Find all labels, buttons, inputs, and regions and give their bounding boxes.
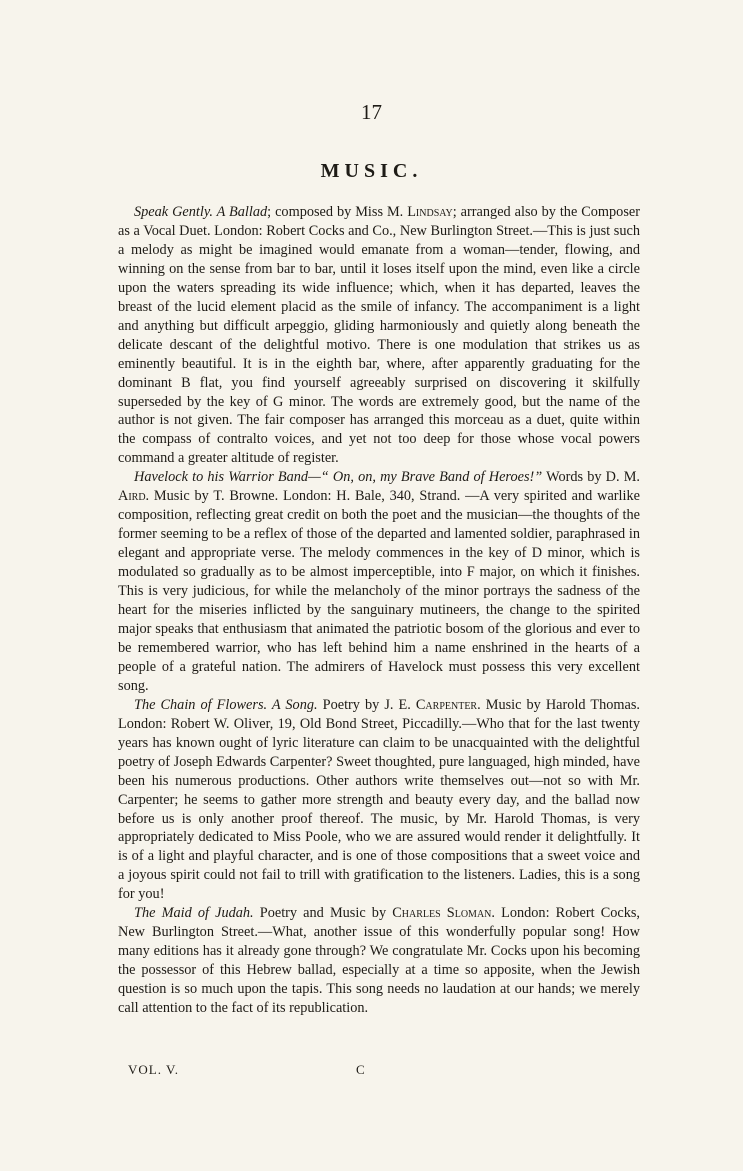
review-credit: ; composed by Miss M. [267, 204, 408, 220]
volume-label: VOL. V. [128, 1062, 179, 1077]
review-credit: Poetry by J. E. [317, 696, 416, 713]
review-paragraph [118, 203, 640, 468]
section-title: MUSIC. [320, 160, 423, 182]
review-credit: Poetry and Music by [253, 905, 393, 922]
page-number: 17 [361, 100, 382, 124]
composer-name: Charles Sloman [392, 905, 492, 922]
review-title: Havelock to his Warrior Band—“ On, on, my Brave Band of Heroes!” [134, 469, 543, 486]
composer-name: Lindsay [407, 204, 453, 220]
review-credit: Words by D. M. [542, 469, 640, 486]
review-text: . Music by Harold Thomas. London: Robert W. Oliver, 19, Old Bond Street, Piccadilly.—Who that for the last twenty years has known ought of lyric literature can claim to be unacquainted with the delightful poetry of Joseph Edwards Carpenter? Sweet thoughted, pure languaged, high minded, have been his numerous productions. Other authors write themselves out—not so with Mr. Carpenter; he seems to gather more strength and beauty every day, and the ballad now before us is only another proof thereof. The music, by Mr. Harold Thomas, is very appropriately dedicated to Miss Poole, who we are assured would render it delightfully. It is of a light and playful character, and is one of those compositions that a sweet voice and a joyous spirit could not fail to trill with gratification to the listeners. Ladies, this is a song for you! [118, 696, 640, 903]
review-paragraph [118, 696, 640, 904]
review-title: The Chain of Flowers. A Song. [134, 696, 318, 713]
composer-name: Aird [118, 488, 146, 505]
review-title: The Maid of Judah. [134, 905, 254, 922]
review-paragraph [118, 468, 640, 695]
review-text: . London: Robert Cocks, New Burlington Street.—What, another issue of this wonderfully popular song! How many editions has it already gone through? We congratulate Mr. Cocks upon his becoming the possessor of this Hebrew ballad, especially at a time so apposite, when the Jewish question is so much upon the tapis. This song needs no laudation at our hands; we merely call attention to the fact of its republication. [118, 905, 641, 1017]
review-text: ; arranged also by the Composer as a Vocal Duet. London: Robert Cocks and Co., New Burlington Street.—This is just such a melody as might be imagined would emanate from a woman—tender, flowing, and winning on the sense from bar to bar, until it loses itself upon the mind, even like a circle upon the waters spreading its wide influence; which, when it has departed, leaves the breast of the lucid element placid as the smile of infancy. The accompaniment is a light and anything but difficult arpeggio, gliding harmoniously and quietly along beneath the delicate descant of the delightful motivo. There is one modulation that strikes us as eminently beautiful. It is in the eighth bar, where, after apparently graduating for the dominant B flat, you find yourself agreeably surprised on discovering it skilfully superseded by the key of G minor. The words are extremely good, but the name of the author is not given. The fair composer has arranged this morceau as a duet, quite within the compass of contralto voices, and yet not too deep for those whose vocal powers command a greater altitude of register. [118, 204, 640, 467]
article-body [118, 203, 640, 1018]
signature-mark: C [356, 1062, 366, 1077]
review-text: . Music by T. Browne. London: H. Bale, 340, Strand. —A very spirited and warlike composition, reflecting great credit on both the poet and the musician—the thoughts of the former seeming to be a reflex of those of the departed and lamented soldier, paraphrased in elegant and appropriate verse. The melody commences in the key of D minor, which is modulated so gradually as to be almost imperceptible, into F major, on which it finishes. This is very judicious, for while the melancholy of the minor portrays the sadness of the heart for the miseries inflicted by the sanguinary mutineers, the change to the spirited major speaks that enthusiasm that animated the patriotic bosom of the glorious and ever to be remembered warrior, who has left behind him a name enshrined in the hearts of a people of a grateful nation. The admirers of Havelock must possess this very excellent song. [118, 488, 640, 694]
page-footer [128, 1062, 378, 1078]
composer-name: Carpenter [415, 696, 478, 713]
review-title: Speak Gently. A Ballad [134, 204, 268, 220]
review-paragraph [118, 904, 640, 1018]
